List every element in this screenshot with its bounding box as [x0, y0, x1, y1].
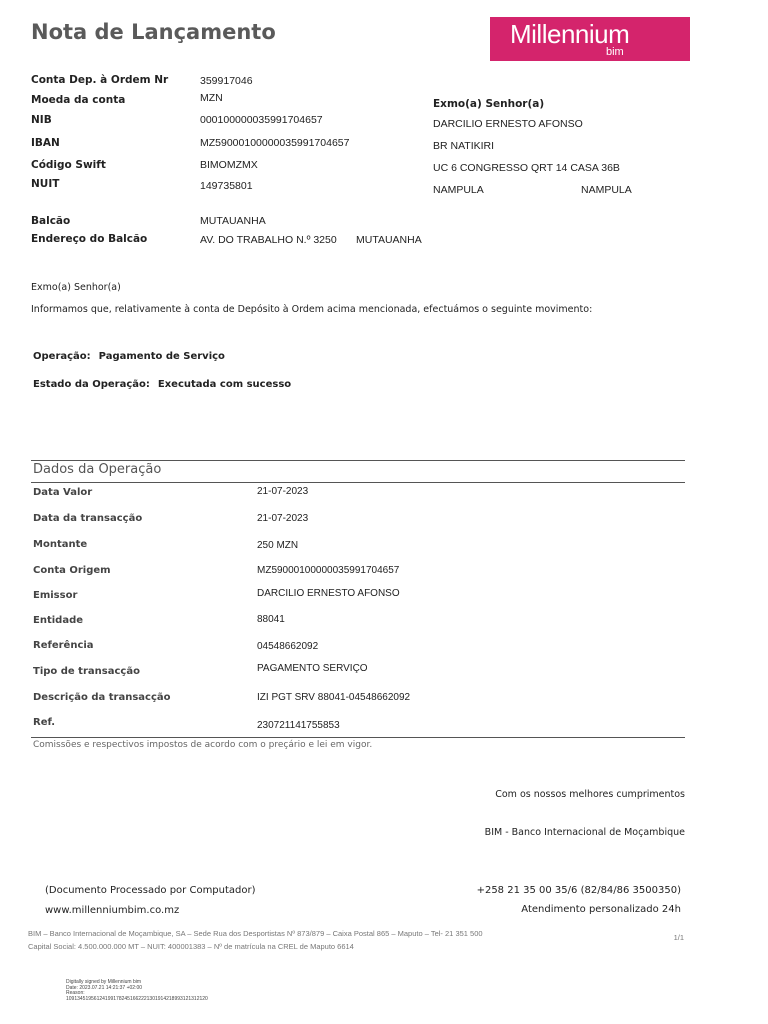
digital-signature	[66, 980, 208, 1002]
swift-label: Código Swift	[31, 159, 106, 171]
estado-line	[33, 379, 291, 390]
estado-value: Executada com sucesso	[157, 379, 292, 390]
section-bottom-rule	[31, 737, 685, 738]
endereco-value: AV. DO TRABALHO N.º 3250	[200, 234, 337, 246]
recipient-address2: UC 6 CONGRESSO QRT 14 CASA 36B	[433, 162, 620, 174]
row-label-entidade: Entidade	[33, 615, 84, 626]
nuit-value: 149735801	[200, 180, 253, 192]
recipient-name: DARCILIO ERNESTO AFONSO	[433, 118, 583, 130]
operacao-value: Pagamento de Serviço	[98, 351, 225, 362]
logo-sub: bim	[606, 46, 624, 58]
recipient-city: NAMPULA	[433, 184, 484, 196]
row-label-data-valor: Data Valor	[33, 487, 93, 498]
bank-logo	[490, 17, 690, 61]
recipient-salutation: Exmo(a) Senhor(a)	[433, 98, 545, 110]
closing-bank: BIM - Banco Internacional de Moçambique	[484, 827, 685, 838]
row-label-tipo-transaccao: Tipo de transacção	[33, 666, 140, 677]
page-title: Nota de Lançamento	[31, 20, 276, 44]
estado-label: Estado da Operação:	[33, 379, 150, 390]
row-value-data-transaccao: 21-07-2023	[257, 513, 309, 524]
row-value-descricao: IZI PGT SRV 88041-04548662092	[257, 692, 411, 703]
recipient-region: NAMPULA	[581, 184, 632, 196]
support-hours: Atendimento personalizado 24h	[521, 904, 681, 915]
nib-label: NIB	[31, 114, 52, 126]
row-value-montante: 250 MZN	[257, 540, 299, 551]
nib-value: 000100000035991704657	[200, 114, 323, 126]
endereco-city: MUTAUANHA	[356, 234, 422, 246]
nuit-label: NUIT	[31, 178, 60, 190]
row-label-ref: Ref.	[33, 717, 56, 728]
row-label-descricao: Descrição da transacção	[33, 692, 171, 703]
signature-line2: Date: 2023.07.21 14:21:37 +02:00	[66, 984, 143, 991]
section-title: Dados da Operação	[33, 462, 162, 477]
row-label-referencia: Referência	[33, 640, 94, 651]
section-header-rule	[31, 482, 685, 483]
moeda-label: Moeda da conta	[31, 94, 126, 106]
row-value-tipo-transaccao: PAGAMENTO SERVIÇO	[257, 663, 368, 674]
letter-intro: Informamos que, relativamente à conta de Depósito à Ordem acima mencionada, efectuámos o seguinte movimento:	[31, 304, 593, 315]
row-value-ref: 230721141755853	[257, 720, 340, 731]
row-label-data-transaccao: Data da transacção	[33, 513, 143, 524]
row-value-emissor: DARCILIO ERNESTO AFONSO	[257, 588, 400, 599]
row-value-data-valor: 21-07-2023	[257, 486, 309, 497]
recipient-address1: BR NATIKIRI	[433, 140, 495, 152]
logo-name: Millennium	[510, 19, 630, 49]
swift-value: BIMOMZMX	[200, 159, 258, 171]
processed-note: (Documento Processado por Computador)	[45, 885, 256, 896]
website-link[interactable]: www.millenniumbim.co.mz	[45, 905, 180, 916]
signature-line4: 109134519561241991782451662221301914218993121312120	[66, 995, 208, 1002]
balcao-value: MUTAUANHA	[200, 215, 266, 227]
conta-value: 359917046	[200, 75, 253, 87]
iban-label: IBAN	[31, 137, 60, 149]
operacao-line	[33, 351, 225, 362]
conta-label: Conta Dep. à Ordem Nr	[31, 74, 169, 86]
row-label-conta-origem: Conta Origem	[33, 565, 111, 576]
row-value-referencia: 04548662092	[257, 641, 319, 652]
operacao-label: Operação:	[33, 351, 91, 362]
row-label-montante: Montante	[33, 539, 88, 550]
commission-note: Comissões e respectivos impostos de acordo com o preçário e lei em vigor.	[33, 740, 373, 750]
phone-number: +258 21 35 00 35/6 (82/84/86 3500350)	[476, 885, 681, 896]
endereco-label: Endereço do Balcão	[31, 233, 148, 245]
row-value-conta-origem: MZ59000100000035991704657	[257, 565, 400, 576]
row-value-entidade: 88041	[257, 614, 285, 625]
closing-regards: Com os nossos melhores cumprimentos	[495, 789, 685, 800]
letter-salutation: Exmo(a) Senhor(a)	[31, 282, 121, 293]
footer-line2: Capital Social: 4.500.000.000 MT – NUIT: 400001383 – Nº de matrícula na CREL de Maputo 6614	[28, 942, 354, 951]
iban-value: MZ59000100000035991704657	[200, 137, 350, 149]
signature-line3: Reason:	[66, 990, 85, 996]
footer-line1: BIM – Banco Internacional de Moçambique, SA – Sede Rua dos Desportistas Nº 873/879 – Caixa Postal 865 – Maputo – Tel- 21 351 500	[28, 929, 483, 938]
moeda-value: MZN	[200, 92, 223, 104]
row-label-emissor: Emissor	[33, 590, 78, 601]
balcao-label: Balcão	[31, 215, 71, 227]
page-number: 1/1	[673, 933, 684, 942]
section-top-rule	[31, 460, 685, 461]
signature-line1: Digitally signed by Millennium bim	[66, 979, 142, 985]
